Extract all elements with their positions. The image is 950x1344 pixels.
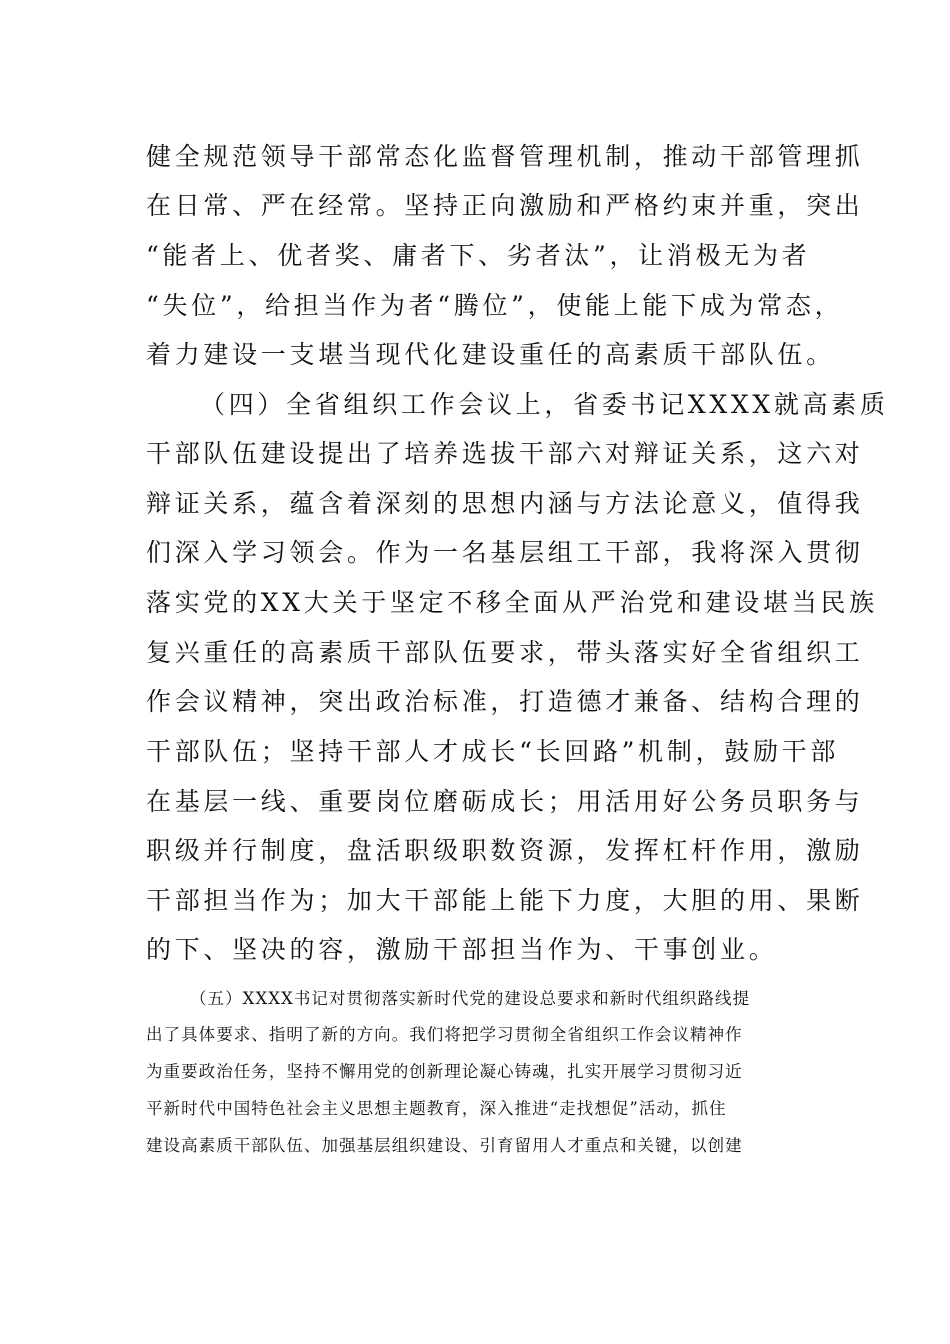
text-line: 建设高素质干部队伍、加强基层组织建设、引育留用人才重点和关键，以创建 (146, 1136, 743, 1155)
text-line: 作会议精神，突出政治标准，打造德才兼备、结构合理的 (146, 687, 864, 716)
text-line: 干部担当作为；加大干部能上能下力度，大胆的用、果断 (146, 886, 864, 915)
text-line: “失位”，给担当作为者“腾位”，使能上能下成为常态， (146, 291, 844, 320)
text-line: 干部队伍建设提出了培养选拔干部六对辩证关系，这六对 (146, 439, 864, 468)
text-line: 平新时代中国特色社会主义思想主题教育，深入推进“走找想促”活动，抓住 (146, 1099, 727, 1118)
text-line: 着力建设一支堪当现代化建设重任的高素质干部队伍。 (146, 340, 835, 369)
text-line: 在基层一线、重要岗位磨砺成长；用活用好公务员职务与 (146, 787, 864, 816)
text-line: 为重要政治任务，坚持不懈用党的创新理论凝心铸魂，扎实开展学习贯彻习近 (146, 1062, 743, 1081)
text-line: 职级并行制度，盘活职级职数资源，发挥杠杆作用，激励 (146, 836, 864, 865)
text-line: 健全规范领导干部常态化监督管理机制，推动干部管理抓 (146, 142, 864, 171)
text-line: （四）全省组织工作会议上，省委书记XXXX就高素质 (200, 390, 889, 419)
text-line: （五）XXXX书记对贯彻落实新时代党的建设总要求和新时代组织路线提 (190, 989, 751, 1008)
text-line: 在日常、严在经常。坚持正向激励和严格约束并重，突出 (146, 191, 864, 220)
text-line: 干部队伍；坚持干部人才成长“长回路”机制，鼓励干部 (146, 737, 840, 766)
text-line: 们深入学习领会。作为一名基层组工干部，我将深入贯彻 (146, 538, 864, 567)
text-line: 出了具体要求、指明了新的方向。我们将把学习贯彻全省组织工作会议精神作 (146, 1025, 743, 1044)
text-line: “能者上、优者奖、庸者下、劣者汰”，让消极无为者 (146, 241, 811, 270)
text-line: 复兴重任的高素质干部队伍要求，带头落实好全省组织工 (146, 638, 864, 667)
text-line: 落实党的XX大关于坚定不移全面从严治党和建设堪当民族 (146, 588, 878, 617)
text-line: 辩证关系，蕴含着深刻的思想内涵与方法论意义，值得我 (146, 489, 864, 518)
text-line: 的下、坚决的容，激励干部担当作为、干事创业。 (146, 935, 778, 964)
